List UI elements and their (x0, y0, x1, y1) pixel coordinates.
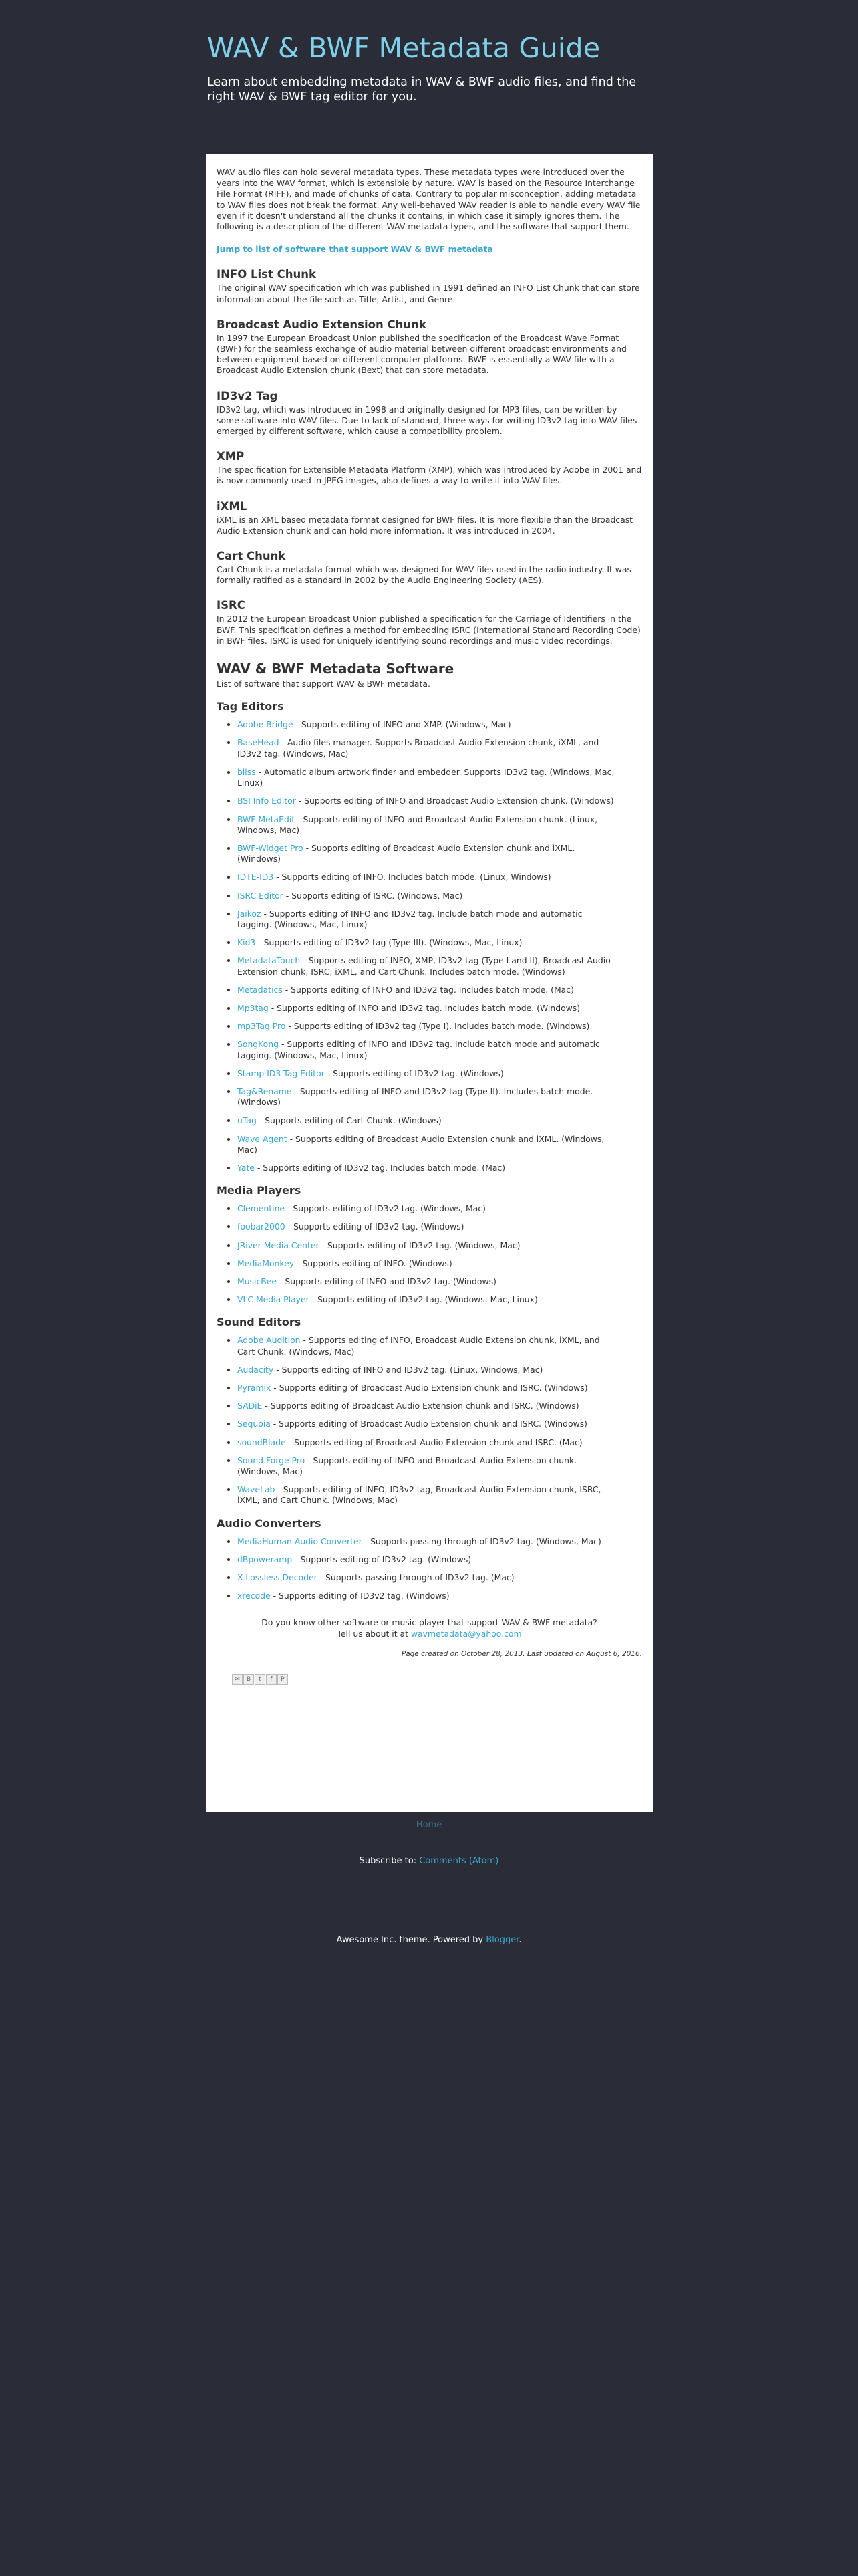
software-link[interactable]: BWF-Widget Pro (237, 842, 303, 853)
twitter-icon[interactable]: t (255, 1674, 265, 1685)
software-link[interactable]: SADiE (237, 1401, 263, 1411)
software-description: - Supports editing of INFO and ID3v2 tag. Includes batch mode. (Mac) (282, 984, 574, 995)
software-item (237, 1554, 618, 1565)
section-heading: INFO List Chunk (217, 268, 316, 281)
software-link[interactable]: SongKong (237, 1039, 279, 1050)
software-item (237, 955, 618, 977)
software-item (237, 1536, 618, 1547)
software-description: - Supports editing of Cart Chunk. (Windows) (256, 1115, 442, 1126)
software-item (237, 1437, 618, 1448)
software-list (217, 1536, 642, 1602)
software-description: - Supports editing of ID3v2 tag. (Windows) (270, 1591, 450, 1601)
software-item (237, 1003, 618, 1014)
software-item (237, 1419, 618, 1429)
software-link[interactable]: MediaMonkey (237, 1258, 295, 1268)
outro-question: Do you know other software or music player that support WAV & BWF metadata? (261, 1617, 597, 1628)
software-description: - Supports editing of INFO, Broadcast Audio Extension chunk, iXML, and Cart Chunk. (Windows, Mac) (237, 1335, 600, 1357)
software-item (237, 1021, 618, 1032)
software-item (237, 1591, 618, 1601)
software-description: - Supports editing of INFO and ID3v2 tag. Includes batch mode. (Windows) (268, 1002, 581, 1013)
category-heading: Media Players (217, 1184, 301, 1197)
facebook-icon[interactable]: f (266, 1674, 277, 1685)
software-link[interactable]: Sequoia (237, 1419, 271, 1429)
software-link[interactable]: dBpoweramp (237, 1554, 293, 1564)
software-item (237, 1455, 618, 1477)
software-link[interactable]: Sound Forge Pro (237, 1455, 305, 1466)
software-item (237, 1572, 618, 1583)
subscribe-line: Subscribe to: Comments (Atom) (359, 1856, 499, 1866)
software-subtitle: List of software that support WAV & BWF metadata. (217, 679, 430, 689)
section-text: Cart Chunk is a metadata format which was designed for WAV files used in the radio industry. It was formally ratified as a standard in 2002 by the Audio Engineering Society (AES). (217, 564, 631, 586)
software-item (237, 814, 618, 836)
software-description: - Supports editing of ID3v2 tag. (Windows) (285, 1221, 464, 1232)
software-description: - Supports editing of ID3v2 tag (Type III). (Windows, Mac, Linux) (255, 937, 523, 948)
software-link[interactable]: IDTE-ID3 (237, 872, 274, 883)
software-item (237, 891, 618, 901)
section-heading: iXML (217, 499, 247, 513)
software-description: - Supports editing of INFO and ID3v2 tag. (Windows) (277, 1276, 496, 1286)
software-categories (217, 700, 642, 1601)
category-heading: Sound Editors (217, 1316, 301, 1329)
software-link[interactable]: BaseHead (237, 737, 279, 748)
section-heading: Cart Chunk (217, 550, 286, 563)
section-text: The specification for Extensible Metadata Platform (XMP), which was introduced by Adobe in 2001 and is now commonly used in JPEG images, also defines a way to write it into WAV files. (217, 465, 642, 486)
software-description: - Supports editing of Broadcast Audio Extension chunk and iXML. (Windows, Mac) (237, 1133, 605, 1155)
software-description: - Supports passing through of ID3v2 tag. (Mac) (317, 1572, 515, 1583)
software-link[interactable]: X Lossless Decoder (237, 1572, 317, 1583)
software-link[interactable]: Wave Agent (237, 1133, 287, 1144)
software-item (237, 1383, 618, 1393)
post-card (206, 154, 653, 1812)
email-icon[interactable]: ✉ (232, 1674, 243, 1685)
software-description: - Supports editing of ISRC. (Windows, Mac) (283, 890, 463, 901)
section-text: iXML is an XML based metadata format designed for BWF files. It is more flexible than the Broadcast Audio Extension chunk and can hold more information. It was introduced in 2004. (217, 514, 633, 536)
software-list (217, 1335, 642, 1506)
software-link[interactable]: Adobe Audition (237, 1335, 301, 1346)
software-item (237, 737, 618, 759)
software-description: - Supports editing of Broadcast Audio Extension chunk and iXML. (Windows) (237, 842, 575, 864)
software-description: - Supports editing of INFO, XMP, ID3v2 tag (Type I and II), Broadcast Audio Extension chunk, ISRC, iXML, and Cart Chunk. Includes batch mode. (Windows) (237, 955, 611, 977)
software-heading: WAV & BWF Metadata Software (217, 661, 454, 677)
software-description: - Supports passing through of ID3v2 tag. (Windows, Mac) (362, 1536, 601, 1546)
software-item (237, 909, 618, 930)
software-list (217, 1203, 642, 1305)
software-item (237, 1401, 618, 1411)
software-description: - Supports editing of Broadcast Audio Extension chunk and ISRC. (Windows) (271, 1383, 588, 1393)
post-body (217, 167, 642, 1685)
software-description: - Supports editing of INFO and Broadcast Audio Extension chunk. (Windows) (295, 796, 614, 806)
jump-to-software-link[interactable]: Jump to list of software that support WAV & BWF metadata (217, 244, 493, 255)
section-heading: ISRC (217, 599, 245, 612)
software-item (237, 1163, 618, 1173)
software-item (237, 872, 618, 883)
software-item (237, 937, 618, 948)
software-link[interactable]: mp3Tag Pro (237, 1021, 286, 1032)
software-link[interactable]: Jaikoz (237, 908, 261, 919)
software-link[interactable]: Mp3tag (237, 1002, 269, 1013)
metadata-sections (217, 268, 642, 647)
software-description: - Supports editing of ID3v2 tag. (Windows, Mac, Linux) (309, 1294, 538, 1305)
section-text: ID3v2 tag, which was introduced in 1998 and originally designed for MP3 files, can be written by some software into WAV files. Due to lack of standard, three ways for writing ID3v2 tag into WAV files emerged by different software, which cause a compatibility problem. (217, 404, 637, 437)
software-link[interactable]: foobar2000 (237, 1221, 285, 1232)
software-item (237, 1258, 618, 1269)
software-item (237, 1221, 618, 1232)
blog-title[interactable]: WAV & BWF Metadata Guide (207, 32, 601, 64)
software-link[interactable]: Audacity (237, 1364, 274, 1375)
section-heading: XMP (217, 450, 245, 463)
blog-header (207, 32, 655, 104)
software-description: - Supports editing of ID3v2 tag. (Windows, Mac) (319, 1240, 521, 1250)
section-text: The original WAV specification which was published in 1991 defined an INFO List Chunk that can store information about the file such as Title, Artist, and Genre. (217, 283, 640, 304)
software-link[interactable]: Clementine (237, 1203, 285, 1214)
software-description: - Supports editing of INFO. (Windows) (294, 1258, 452, 1268)
blog-description: Learn about embedding metadata in WAV & BWF audio files, and find the right WAV & BWF tag editor for you. (207, 76, 637, 104)
software-item (237, 1068, 618, 1079)
software-link[interactable]: MetadataTouch (237, 955, 301, 966)
software-description: - Supports editing of ID3v2 tag (Type I). Includes batch mode. (Windows) (285, 1021, 590, 1032)
software-item (237, 719, 618, 730)
software-link[interactable]: Stamp ID3 Tag Editor (237, 1068, 325, 1078)
software-link[interactable]: JRiver Media Center (237, 1240, 319, 1250)
software-description: - Automatic album artwork finder and embedder. Supports ID3v2 tag. (Windows, Mac, Linux) (237, 766, 615, 788)
software-description: - Supports editing of INFO. Includes batch mode. (Linux, Windows) (273, 872, 551, 883)
software-link[interactable]: MediaHuman Audio Converter (237, 1536, 362, 1546)
category-heading: Tag Editors (217, 700, 284, 713)
software-link[interactable]: VLC Media Player (237, 1294, 309, 1305)
software-description: - Supports editing of INFO, ID3v2 tag, Broadcast Audio Extension chunk, ISRC, iXML, and Cart Chunk. (Windows, Mac) (237, 1484, 601, 1506)
theme-credit: Awesome Inc. theme. Powered by Blogger. (336, 1935, 522, 1945)
software-description: - Supports editing of ID3v2 tag. (Windows) (324, 1068, 504, 1078)
software-item (237, 1039, 618, 1060)
comments-atom-link[interactable]: Comments (Atom) (419, 1856, 499, 1866)
software-link[interactable]: Yate (237, 1162, 255, 1173)
software-link[interactable]: uTag (237, 1115, 257, 1126)
section-text: In 1997 the European Broadcast Union published the specification of the Broadcast Wave Format (BWF) for the seamless exchange of audio material between different broadcast environments and between equipment based on different computer platforms. BWF is essentially a WAV file with a Broadcast Audio Extension chunk (Bext) that can store metadata. (217, 332, 627, 376)
software-link[interactable]: BSI Info Editor (237, 796, 296, 806)
blogger-link[interactable]: Blogger (486, 1935, 519, 1945)
software-link[interactable]: ISRC Editor (237, 890, 283, 901)
software-list (217, 719, 642, 1173)
software-link[interactable]: BWF MetaEdit (237, 814, 295, 824)
software-item (237, 985, 618, 996)
software-description: - Supports editing of INFO and Broadcast Audio Extension chunk. (Linux, Windows, Mac) (237, 814, 598, 835)
section-heading: ID3v2 Tag (217, 389, 278, 402)
intro-paragraph: WAV audio files can hold several metadata types. These metadata types were introduced over the years into the WAV format, which is extensible by nature. WAV is based on the Resource Interchange File Format (RIFF), and made of chunks of data. Contrary to popular misconception, adding metadata to WAV files does not break the format. Any well-behaved WAV reader is able to handle every WAV file even if it doesn't understand all the chunks it contains, in which case it simply ignores them. The following is a description of the different WAV metadata types, and the software that support them. (217, 167, 641, 232)
software-description: - Supports editing of ID3v2 tag. (Windows) (292, 1554, 472, 1564)
software-item (237, 1335, 618, 1357)
software-link[interactable]: Tag&Rename (237, 1086, 292, 1096)
page-dates: Page created on October 28, 2013. Last updated on August 6, 2016. (401, 1649, 642, 1658)
software-item (237, 767, 618, 788)
software-link[interactable]: WaveLab (237, 1484, 275, 1495)
software-description: - Supports editing of Broadcast Audio Extension chunk and ISRC. (Windows) (270, 1419, 588, 1429)
software-item (237, 1276, 618, 1287)
software-description: - Supports editing of ID3v2 tag. (Windows, Mac) (285, 1203, 486, 1214)
software-link[interactable]: Metadatics (237, 984, 283, 995)
software-item (237, 796, 618, 806)
software-link[interactable]: soundBlade (237, 1437, 286, 1447)
software-link[interactable]: Pyramix (237, 1383, 271, 1393)
section-text: In 2012 the European Broadcast Union published a specification for the Carriage of Identifiers in the BWF. This specification defines a method for embedding ISRC (International Standard Recording Code) in BWF files. ISRC is used for uniquely identifying sound recordings and music video recordings. (217, 614, 641, 646)
share-buttons (232, 1674, 642, 1685)
software-description: - Supports editing of INFO and ID3v2 tag (Type II). Includes batch mode. (Windows) (237, 1086, 593, 1108)
software-description: - Supports editing of INFO and ID3v2 tag. (Linux, Windows, Mac) (273, 1364, 543, 1375)
software-item (237, 1203, 618, 1214)
pinterest-icon[interactable]: P (277, 1674, 288, 1685)
contact-email-link[interactable]: wavmetadata@yahoo.com (410, 1628, 522, 1639)
home-link[interactable]: Home (416, 1820, 442, 1830)
software-link[interactable]: xrecode (237, 1591, 271, 1601)
software-description: - Supports editing of INFO and XMP. (Windows, Mac) (293, 719, 511, 730)
software-item (237, 1134, 618, 1155)
blog-icon[interactable]: B (243, 1674, 254, 1685)
software-item (237, 1484, 618, 1506)
software-item (237, 1294, 618, 1305)
software-description: - Audio files manager. Supports Broadcast Audio Extension chunk, iXML, and ID3v2 tag. (Windows, Mac) (237, 737, 599, 759)
software-description: - Supports editing of Broadcast Audio Extension chunk and ISRC. (Mac) (285, 1437, 583, 1447)
software-link[interactable]: bliss (237, 766, 256, 777)
software-description: - Supports editing of INFO and ID3v2 tag. Include batch mode and automatic tagging. (Windows, Mac, Linux) (237, 908, 583, 929)
category-heading: Audio Converters (217, 1516, 321, 1530)
software-description: - Supports editing of Broadcast Audio Extension chunk and ISRC. (Windows) (262, 1401, 579, 1411)
software-item (237, 1115, 618, 1126)
software-item (237, 1086, 618, 1108)
software-item (237, 843, 618, 864)
software-item (237, 1240, 618, 1251)
software-link[interactable]: MusicBee (237, 1276, 277, 1286)
outro-contact: Tell us about it at wavmetadata@yahoo.com (337, 1628, 522, 1639)
software-description: - Supports editing of INFO and ID3v2 tag. Include batch mode and automatic tagging. (Windows, Mac, Linux) (237, 1039, 600, 1060)
software-description: - Supports editing of ID3v2 tag. Includes batch mode. (Mac) (254, 1162, 506, 1173)
section-heading: Broadcast Audio Extension Chunk (217, 318, 426, 331)
software-link[interactable]: Kid3 (237, 937, 256, 948)
software-item (237, 1365, 618, 1375)
software-link[interactable]: Adobe Bridge (237, 719, 293, 730)
software-description: - Supports editing of INFO and Broadcast Audio Extension chunk. (Windows, Mac) (237, 1455, 577, 1477)
outro (217, 1617, 642, 1639)
